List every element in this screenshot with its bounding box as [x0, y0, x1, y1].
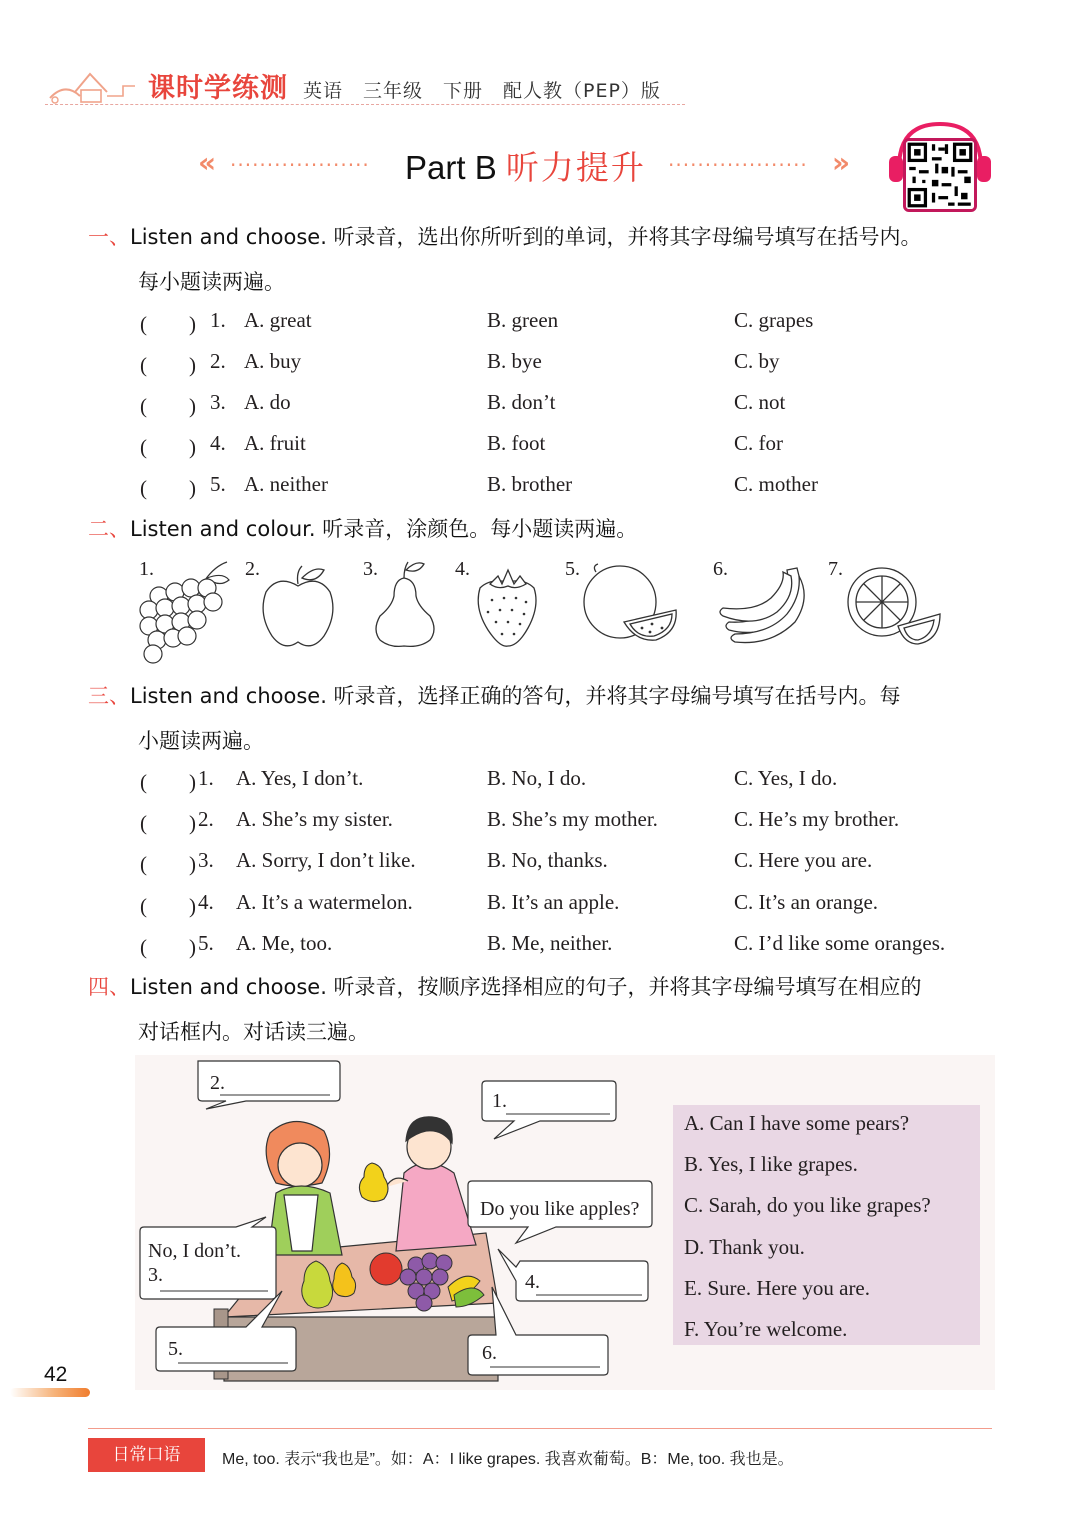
header-brand: 课时学练测 — [148, 73, 288, 104]
option-a: A. great — [244, 308, 312, 332]
item-number: 4. — [198, 890, 214, 914]
item-number: 4. — [210, 431, 226, 455]
section3-heading — [88, 675, 901, 717]
qr-code-icon[interactable] — [903, 138, 977, 212]
section3-heading-text: Listen and choose. 听录音，选择正确的答句，并将其字母编号填写在括号内。每 — [130, 684, 901, 708]
fruit-number: 6. — [713, 558, 728, 580]
option-b: B. brother — [487, 472, 573, 496]
bubble-1-number[interactable]: 1. — [492, 1090, 507, 1112]
orange-icon[interactable] — [842, 564, 946, 648]
option-c: C. I’d like some oranges. — [734, 931, 946, 955]
answer-blank[interactable]: ( ) — [140, 353, 196, 377]
section1-heading-text: Listen and choose. 听录音，选出你所听到的单词，并将其字母编号填写在括号内。 — [130, 225, 922, 249]
option-c: C. by — [734, 349, 780, 373]
fruit-number: 1. — [139, 558, 154, 580]
options-box — [673, 1105, 980, 1345]
apple-icon[interactable] — [258, 562, 338, 652]
bubble-6-number[interactable]: 6. — [482, 1342, 497, 1364]
footer-tag: 日常口语 — [88, 1438, 205, 1472]
option-b: B. bye — [487, 349, 542, 373]
option-c: C. grapes — [734, 308, 814, 332]
header-divider — [45, 104, 685, 105]
bubble-5-number[interactable]: 5. — [168, 1338, 183, 1360]
option-c: C. Yes, I do. — [734, 766, 838, 790]
section1-heading — [88, 216, 922, 258]
page-number: 42 — [44, 1363, 68, 1386]
section2-heading-text: Listen and colour. 听录音，涂颜色。每小题读两遍。 — [130, 517, 638, 541]
answer-blank[interactable]: ( ) — [140, 476, 196, 500]
option-a: A. Yes, I don’t. — [236, 766, 364, 790]
fruit-number: 7. — [828, 558, 843, 580]
option-item: C. Sarah, do you like grapes? — [684, 1193, 931, 1217]
answer-blank[interactable]: ( ) — [140, 312, 196, 336]
answer-blank[interactable]: ( ) — [140, 394, 196, 418]
option-b: B. Me, neither. — [487, 931, 613, 955]
option-a: A. She’s my sister. — [236, 807, 393, 831]
part-title — [405, 142, 646, 189]
option-a: A. It’s a watermelon. — [236, 890, 413, 914]
section2-heading — [88, 508, 637, 550]
option-a: A. buy — [244, 349, 302, 373]
item-number: 5. — [198, 931, 214, 955]
item-number: 2. — [210, 349, 226, 373]
page-number-bar — [10, 1388, 90, 1397]
bubble-4-number[interactable]: 4. — [525, 1271, 540, 1293]
answer-blank[interactable]: ( ) — [140, 811, 196, 835]
option-item: D. Thank you. — [684, 1235, 805, 1259]
option-item: B. Yes, I like grapes. — [684, 1152, 858, 1176]
option-item: E. Sure. Here you are. — [684, 1276, 871, 1300]
footer-divider — [88, 1428, 992, 1429]
section1-number: 一、 — [88, 225, 130, 249]
option-c: C. Here you are. — [734, 848, 873, 872]
answer-blank[interactable]: ( ) — [140, 894, 196, 918]
option-c: C. not — [734, 390, 786, 414]
item-number: 1. — [210, 308, 226, 332]
option-a: A. neither — [244, 472, 328, 496]
item-number: 5. — [210, 472, 226, 496]
option-b: B. She’s my mother. — [487, 807, 658, 831]
section2-number: 二、 — [88, 517, 130, 541]
answer-blank[interactable]: ( ) — [140, 770, 196, 794]
fruit-number: 5. — [565, 558, 580, 580]
watermelon-icon[interactable] — [582, 562, 682, 646]
option-item: A. Can I have some pears? — [684, 1111, 910, 1135]
item-number: 3. — [198, 848, 214, 872]
item-number: 2. — [198, 807, 214, 831]
girl-right-illustration — [386, 1117, 476, 1251]
item-number: 1. — [198, 766, 214, 790]
option-b: B. It’s an apple. — [487, 890, 620, 914]
option-b: B. don’t — [487, 390, 556, 414]
part-label: Part B — [405, 149, 497, 186]
section3-heading-cont: 小题读两遍。 — [138, 729, 264, 753]
header-subtitle: 英语 三年级 下册 配人教（PEP）版 — [303, 80, 661, 102]
option-c: C. for — [734, 431, 783, 455]
option-b: B. green — [487, 308, 559, 332]
grapes-icon[interactable] — [135, 558, 235, 666]
banana-icon[interactable] — [715, 562, 815, 646]
option-b: B. No, thanks. — [487, 848, 608, 872]
option-a: A. fruit — [244, 431, 306, 455]
section1-heading-cont: 每小题读两遍。 — [138, 270, 285, 294]
fruit-number: 4. — [455, 558, 470, 580]
option-item: F. You’re welcome. — [684, 1317, 848, 1341]
option-a: A. do — [244, 390, 291, 414]
option-c: C. mother — [734, 472, 818, 496]
answer-blank[interactable]: ( ) — [140, 435, 196, 459]
pear-in-hand-icon — [359, 1163, 388, 1202]
option-b: B. No, I do. — [487, 766, 587, 790]
dialogue-illustration — [136, 1055, 670, 1390]
option-b: B. foot — [487, 431, 546, 455]
answer-blank[interactable]: ( ) — [140, 935, 196, 959]
section3-number: 三、 — [88, 684, 130, 708]
section4-number: 四、 — [88, 975, 130, 999]
bubble-3-number[interactable]: 3. — [148, 1264, 163, 1286]
bubble-given-text: Do you like apples? — [480, 1198, 640, 1220]
answer-blank[interactable]: ( ) — [140, 852, 196, 876]
bubble-3-text: No, I don’t. — [148, 1240, 241, 1262]
girl-left-illustration — [266, 1121, 342, 1255]
dotted-line-right: ··················· — [668, 153, 808, 177]
chevron-left-icon: « — [198, 146, 217, 179]
option-a: A. Sorry, I don’t like. — [236, 848, 416, 872]
dotted-line-left: ··················· — [230, 153, 370, 177]
section4-heading-text: Listen and choose. 听录音，按顺序选择相应的句子，并将其字母编号填写在相应的 — [130, 975, 922, 999]
footer-text: Me, too. 表示“我也是”。如：A：I like grapes. 我喜欢葡萄。B：Me, too. 我也是。 — [222, 1451, 794, 1468]
section4-heading — [88, 966, 922, 1008]
pear-icon[interactable] — [370, 558, 440, 650]
header-house-icon — [45, 62, 145, 106]
section4-heading-cont: 对话框内。对话读三遍。 — [138, 1020, 369, 1044]
option-c: C. It’s an orange. — [734, 890, 879, 914]
part-title-text: 听力提升 — [505, 149, 646, 186]
option-c: C. He’s my brother. — [734, 807, 900, 831]
fruit-number: 2. — [245, 558, 260, 580]
option-a: A. Me, too. — [236, 931, 333, 955]
strawberry-icon[interactable] — [470, 562, 544, 650]
fruit-number: 3. — [363, 558, 378, 580]
chevron-right-icon: » — [832, 146, 851, 179]
bubble-2-number[interactable]: 2. — [210, 1072, 225, 1094]
item-number: 3. — [210, 390, 226, 414]
